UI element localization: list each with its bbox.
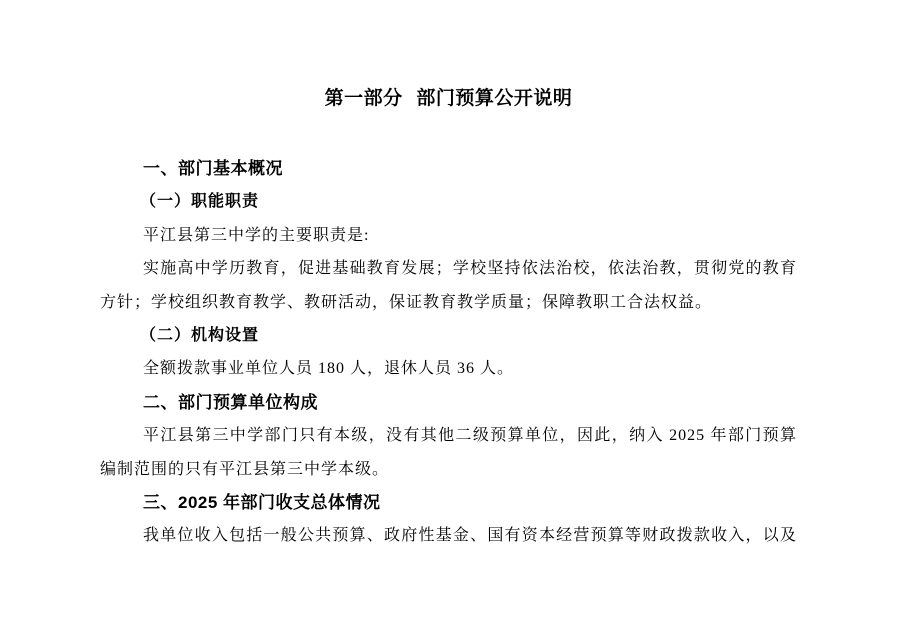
paragraph-line: 方针；学校组织教育教学、教研活动，保证教育教学质量；保障教职工合法权益。 — [100, 293, 713, 311]
paragraph-line: 我单位收入包括一般公共预算、政府性基金、国有资本经营预算等财政拨款收入，以及 — [143, 527, 797, 545]
subsection-heading-duties: （一）职能职责 — [140, 193, 260, 211]
paragraph-line: 编制范围的只有平江县第三中学本级。 — [100, 460, 390, 478]
section-heading-3: 三、2025 年部门收支总体情况 — [143, 493, 381, 513]
section-heading-2: 二、部门预算单位构成 — [143, 392, 318, 412]
document-body — [100, 152, 797, 553]
paragraph-line: 平江县第三中学部门只有本级，没有其他二级预算单位，因此，纳入 2025 年部门预算 — [143, 427, 797, 445]
document-content — [0, 82, 900, 553]
paragraph-line: 实施高中学历教育，促进基础教育发展；学校坚持依法治校，依法治教，贯彻党的教育 — [143, 260, 797, 278]
subsection-heading-structure: （二）机构设置 — [140, 327, 260, 345]
paragraph-line: 全额拨款事业单位人员 180 人，退休人员 36 人。 — [143, 360, 515, 378]
document-title: 第一部分 部门预算公开说明 — [324, 88, 573, 109]
paragraph-line: 平江县第三中学的主要职责是: — [143, 226, 370, 244]
section-heading-1: 一、部门基本概况 — [143, 159, 283, 178]
